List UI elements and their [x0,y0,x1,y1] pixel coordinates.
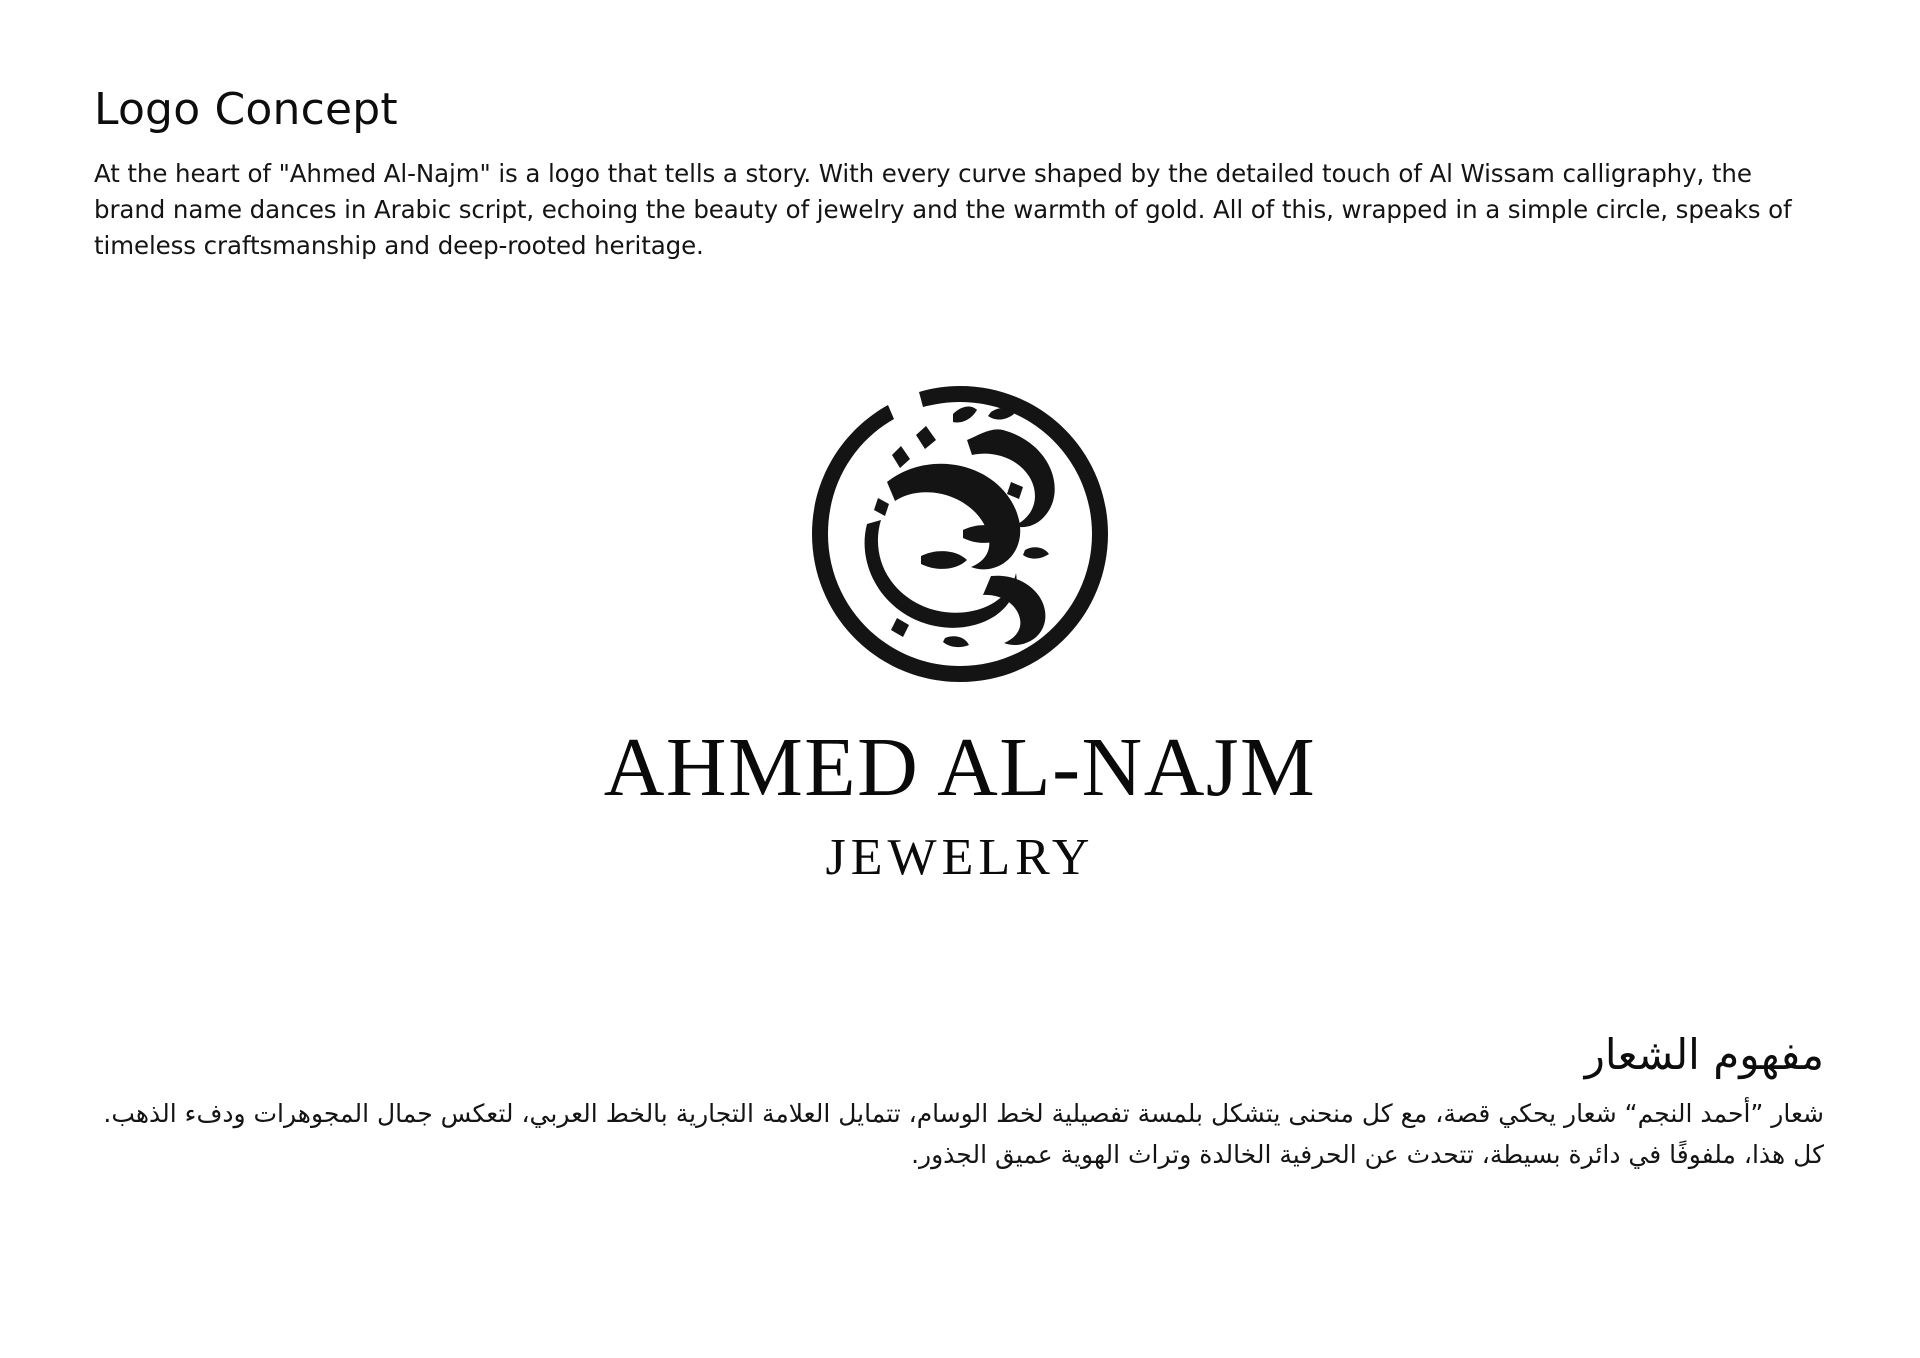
brand-wordmark: AHMED AL-NAJM [603,721,1317,814]
brand-sub-wordmark: JEWELRY [825,829,1095,886]
page-title: Logo Concept [94,84,398,135]
concept-description: At the heart of "Ahmed Al-Najm" is a logo that tells a story. With every curve shaped by the detailed touch of Al Wissam calligraphy, the brand name dances in Arabic script, echoing the beauty of jewelry and the warmth of gold. All of this, wrapped in a simple circle, speaks of timeless craftsmanship and deep-rooted heritage. [94,159,1792,261]
logo-lockup [0,370,1920,884]
arabic-description: شعار ”أحمد النجم“ شعار يحكي قصة، مع كل منحنى يتشكل بلمسة تفصيلية لخط الوسام، تتمايل العلامة التجارية بالخط العربي، لتعكس جمال المجوهرات ودفء الذهب. كل هذا، ملفوفًا في دائرة بسيطة، تتحدث عن الحرفية الخالدة وتراث الهوية عميق الجذور. [103,1099,1824,1169]
arabic-calligraphy-circle-logo-icon [795,370,1125,700]
header-block [94,86,1794,264]
arabic-concept-block [84,1030,1824,1175]
arabic-section-title: مفهوم الشعار [1584,1030,1824,1079]
